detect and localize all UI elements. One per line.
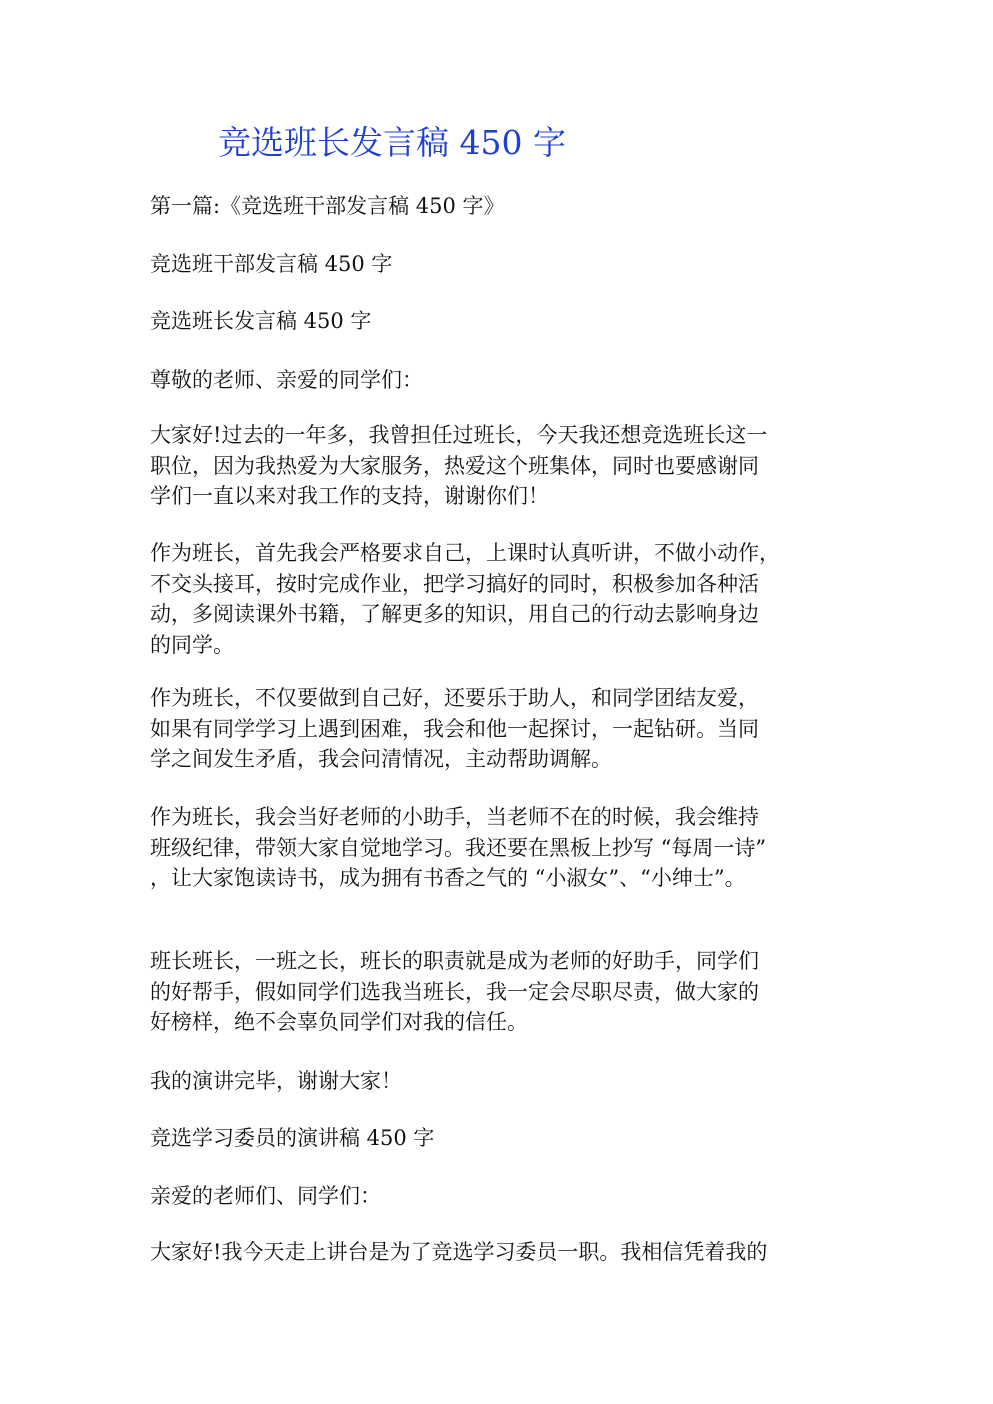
greeting-2: 亲爱的老师们、同学们： (150, 1184, 381, 1208)
subtitle-3: 竞选学习委员的演讲稿 450 字 (150, 1126, 435, 1150)
paragraph-line: 作为班长，我会当好老师的小助手，当老师不在的时候，我会维持 (150, 805, 759, 829)
greeting-1: 尊敬的老师、亲爱的同学们： (150, 368, 423, 392)
paragraph-line: 学之间发生矛盾，我会问清情况，主动帮助调解。 (150, 747, 612, 771)
paragraph-1 (150, 420, 850, 512)
closing-line: 我的演讲完毕，谢谢大家！ (150, 1069, 402, 1093)
subtitle-1: 竞选班干部发言稿 450 字 (150, 252, 393, 276)
paragraph-line: 的好帮手，假如同学们选我当班长，我一定会尽职尽责，做大家的 (150, 979, 759, 1004)
paragraph-5 (150, 946, 850, 1038)
paragraph-line: 的同学。 (150, 632, 234, 657)
paragraph-2 (150, 538, 850, 660)
subtitle-2: 竞选班长发言稿 450 字 (150, 309, 372, 333)
paragraph-line: 班级纪律，带领大家自觉地学习。我还要在黑板上抄写 “每周一诗” (150, 835, 767, 860)
paragraph-line: 作为班长，首先我会严格要求自己，上课时认真听讲，不做小动作， (150, 541, 780, 565)
paragraph-line: 作为班长，不仅要做到自己好，还要乐于助人，和同学团结友爱， (150, 686, 759, 710)
paragraph-line: 好榜样，绝不会辜负同学们对我的信任。 (150, 1010, 528, 1034)
paragraph-line: 不交头接耳，按时完成作业，把学习搞好的同时，积极参加各种活 (150, 571, 759, 596)
paragraph-4 (150, 802, 850, 894)
paragraph-line: 大家好!过去的一年多，我曾担任过班长，今天我还想竞选班长这一 (150, 423, 768, 447)
paragraph-line: 职位，因为我热爱为大家服务，热爱这个班集体，同时也要感谢同 (150, 453, 759, 478)
last-line: 大家好!我今天走上讲台是为了竞选学习委员一职。我相信凭着我的 (150, 1240, 768, 1264)
paragraph-line: 动，多阅读课外书籍，了解更多的知识，用自己的行动去影响身边 (150, 602, 759, 626)
heading-part: 第一篇:《竞选班干部发言稿 450 字》 (150, 194, 505, 218)
paragraph-line: 如果有同学学习上遇到困难，我会和他一起探讨，一起钻研。当同 (150, 716, 759, 741)
paragraph-line: 学们一直以来对我工作的支持，谢谢你们！ (150, 484, 549, 508)
paragraph-line: ，让大家饱读诗书，成为拥有书香之气的 “小淑女”、“小绅士”。 (150, 866, 746, 890)
paragraph-3 (150, 683, 850, 775)
paragraph-line: 班长班长，一班之长，班长的职责就是成为老师的好助手，同学们 (150, 949, 759, 973)
document-title: 竞选班长发言稿 450 字 (218, 123, 566, 162)
